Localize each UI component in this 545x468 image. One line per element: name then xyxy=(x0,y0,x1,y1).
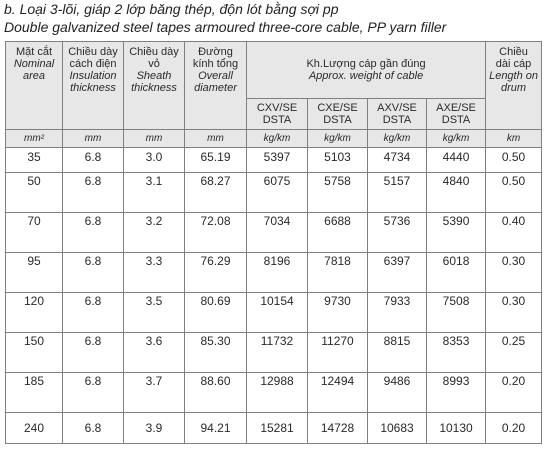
table-row xyxy=(6,333,542,373)
cell-weight-axv: 8815 xyxy=(368,333,427,373)
cell-area: 120 xyxy=(6,293,63,333)
header-cxv-se-dsta xyxy=(247,99,308,130)
cell-diameter: 88.60 xyxy=(185,373,247,413)
cell-weight-axv: 10683 xyxy=(368,413,427,444)
cell-diameter: 65.19 xyxy=(185,148,247,173)
cell-sheath: 3.2 xyxy=(124,213,185,253)
cell-sheath: 3.3 xyxy=(124,253,185,293)
cell-diameter: 85.30 xyxy=(185,333,247,373)
cell-weight-axe: 8353 xyxy=(427,333,486,373)
cell-diameter: 94.21 xyxy=(185,413,247,444)
cable-spec-table xyxy=(5,41,542,444)
cell-diameter: 80.69 xyxy=(185,293,247,333)
header-length-on-drum xyxy=(486,42,542,130)
cell-insulation: 6.8 xyxy=(63,293,124,333)
header-label: Đường xyxy=(198,46,233,58)
header-axv-se-dsta xyxy=(368,99,427,130)
section-title-vietnamese: b. Loại 3-lõi, giáp 2 lớp băng thép, độn lót bằng sợi pp xyxy=(4,1,339,17)
cell-weight-cxe: 7818 xyxy=(308,253,368,293)
cell-weight-cxe: 5758 xyxy=(308,173,368,213)
table-row xyxy=(6,413,542,444)
header-label: DSTA xyxy=(441,114,471,126)
header-label: drum xyxy=(501,82,527,94)
cell-weight-axe: 4440 xyxy=(427,148,486,173)
cell-area: 35 xyxy=(6,148,63,173)
header-label: DSTA xyxy=(323,114,352,126)
header-label: thickness xyxy=(70,82,116,94)
cell-sheath: 3.7 xyxy=(124,373,185,413)
cell-weight-axv: 5736 xyxy=(368,213,427,253)
cell-weight-cxv: 10154 xyxy=(247,293,308,333)
cell-weight-cxe: 9730 xyxy=(308,293,368,333)
unit-cell: kg/km xyxy=(368,130,427,148)
header-cxe-se-dsta xyxy=(308,99,368,130)
unit-cell: kg/km xyxy=(308,130,368,148)
unit-cell: kg/km xyxy=(427,130,486,148)
table-row xyxy=(6,148,542,173)
cell-insulation: 6.8 xyxy=(63,213,124,253)
table-row xyxy=(6,293,542,333)
unit-cell: mm xyxy=(185,130,247,148)
cell-area: 70 xyxy=(6,213,63,253)
cell-weight-axv: 7933 xyxy=(368,293,427,333)
cell-area: 95 xyxy=(6,253,63,293)
units-row xyxy=(6,130,542,148)
header-label: DSTA xyxy=(262,114,292,126)
header-label: Kh.Lượng cáp gần đúng xyxy=(306,58,426,70)
header-label: vỏ xyxy=(148,58,160,70)
header-row xyxy=(6,42,542,99)
header-label: AXE/SE xyxy=(436,102,476,114)
header-label: Nominal xyxy=(13,58,55,70)
header-nominal-area xyxy=(6,42,63,130)
header-overall-diameter xyxy=(185,42,247,130)
cell-length: 0.20 xyxy=(486,413,542,444)
cell-weight-cxe: 12494 xyxy=(308,373,368,413)
unit-cell: mm² xyxy=(6,130,63,148)
cell-length: 0.25 xyxy=(486,333,542,373)
cell-weight-cxv: 11732 xyxy=(247,333,308,373)
header-label: Approx. weight of cable xyxy=(308,70,424,82)
cell-weight-axe: 7508 xyxy=(427,293,486,333)
cell-weight-axv: 9486 xyxy=(368,373,427,413)
section-title-english: Double galvanized steel tapes armoured three-core cable, PP yarn filler xyxy=(4,19,447,35)
header-sheath-thickness xyxy=(124,42,185,130)
header-label: thickness xyxy=(131,82,177,94)
cell-insulation: 6.8 xyxy=(63,333,124,373)
cell-length: 0.50 xyxy=(486,173,542,213)
cell-area: 50 xyxy=(6,173,63,213)
cell-area: 150 xyxy=(6,333,63,373)
cell-weight-axe: 4840 xyxy=(427,173,486,213)
header-label: Chiều dày xyxy=(129,46,179,58)
cell-diameter: 72.08 xyxy=(185,213,247,253)
table-row xyxy=(6,373,542,413)
cell-sheath: 3.1 xyxy=(124,173,185,213)
header-label: dài cáp xyxy=(495,58,532,70)
cell-insulation: 6.8 xyxy=(63,173,124,213)
cell-insulation: 6.8 xyxy=(63,253,124,293)
cell-sheath: 3.5 xyxy=(124,293,185,333)
header-label: Chiều xyxy=(499,46,528,58)
header-approx-weight xyxy=(247,42,486,99)
header-label: Insulation xyxy=(69,70,117,82)
header-label: AXV/SE xyxy=(377,102,417,114)
header-label: diameter xyxy=(194,82,237,94)
cell-weight-cxv: 12988 xyxy=(247,373,308,413)
header-label: Chiều dày xyxy=(68,46,118,58)
header-label: CXV/SE xyxy=(256,102,298,114)
table-row xyxy=(6,253,542,293)
cell-weight-axv: 6397 xyxy=(368,253,427,293)
cell-weight-axv: 4734 xyxy=(368,148,427,173)
header-label: area xyxy=(22,70,46,82)
cell-length: 0.40 xyxy=(486,213,542,253)
cell-insulation: 6.8 xyxy=(63,373,124,413)
cell-weight-cxe: 14728 xyxy=(308,413,368,444)
cell-weight-axe: 6018 xyxy=(427,253,486,293)
header-label: Overall xyxy=(198,70,233,82)
cell-area: 185 xyxy=(6,373,63,413)
table-row xyxy=(6,213,542,253)
cell-weight-cxv: 7034 xyxy=(247,213,308,253)
cell-weight-cxv: 15281 xyxy=(247,413,308,444)
header-insulation-thickness xyxy=(63,42,124,130)
cell-weight-axe: 5390 xyxy=(427,213,486,253)
header-label: DSTA xyxy=(382,114,412,126)
cell-weight-cxv: 5397 xyxy=(247,148,308,173)
cell-weight-cxv: 8196 xyxy=(247,253,308,293)
unit-cell: mm xyxy=(124,130,185,148)
unit-cell: kg/km xyxy=(247,130,308,148)
cell-diameter: 68.27 xyxy=(185,173,247,213)
header-label: kính tổng xyxy=(192,58,239,70)
cell-diameter: 76.29 xyxy=(185,253,247,293)
cell-weight-axv: 5157 xyxy=(368,173,427,213)
cell-weight-cxv: 6075 xyxy=(247,173,308,213)
unit-cell: km xyxy=(486,130,542,148)
cell-sheath: 3.0 xyxy=(124,148,185,173)
unit-cell: mm xyxy=(63,130,124,148)
header-label: Sheath xyxy=(136,70,172,82)
header-axe-se-dsta xyxy=(427,99,486,130)
table-row xyxy=(6,173,542,213)
cell-insulation: 6.8 xyxy=(63,413,124,444)
cell-sheath: 3.9 xyxy=(124,413,185,444)
header-label: Length on xyxy=(489,70,539,82)
cell-sheath: 3.6 xyxy=(124,333,185,373)
header-label: cách điện xyxy=(69,58,117,70)
cell-length: 0.30 xyxy=(486,293,542,333)
cell-area: 240 xyxy=(6,413,63,444)
cell-weight-cxe: 6688 xyxy=(308,213,368,253)
cell-weight-axe: 10130 xyxy=(427,413,486,444)
cell-weight-cxe: 5103 xyxy=(308,148,368,173)
cell-length: 0.20 xyxy=(486,373,542,413)
header-label: Mặt cắt xyxy=(15,46,53,58)
cell-length: 0.30 xyxy=(486,253,542,293)
cell-length: 0.50 xyxy=(486,148,542,173)
cell-insulation: 6.8 xyxy=(63,148,124,173)
cell-weight-cxe: 11270 xyxy=(308,333,368,373)
cell-weight-axe: 8993 xyxy=(427,373,486,413)
header-label: CXE/SE xyxy=(317,102,358,114)
